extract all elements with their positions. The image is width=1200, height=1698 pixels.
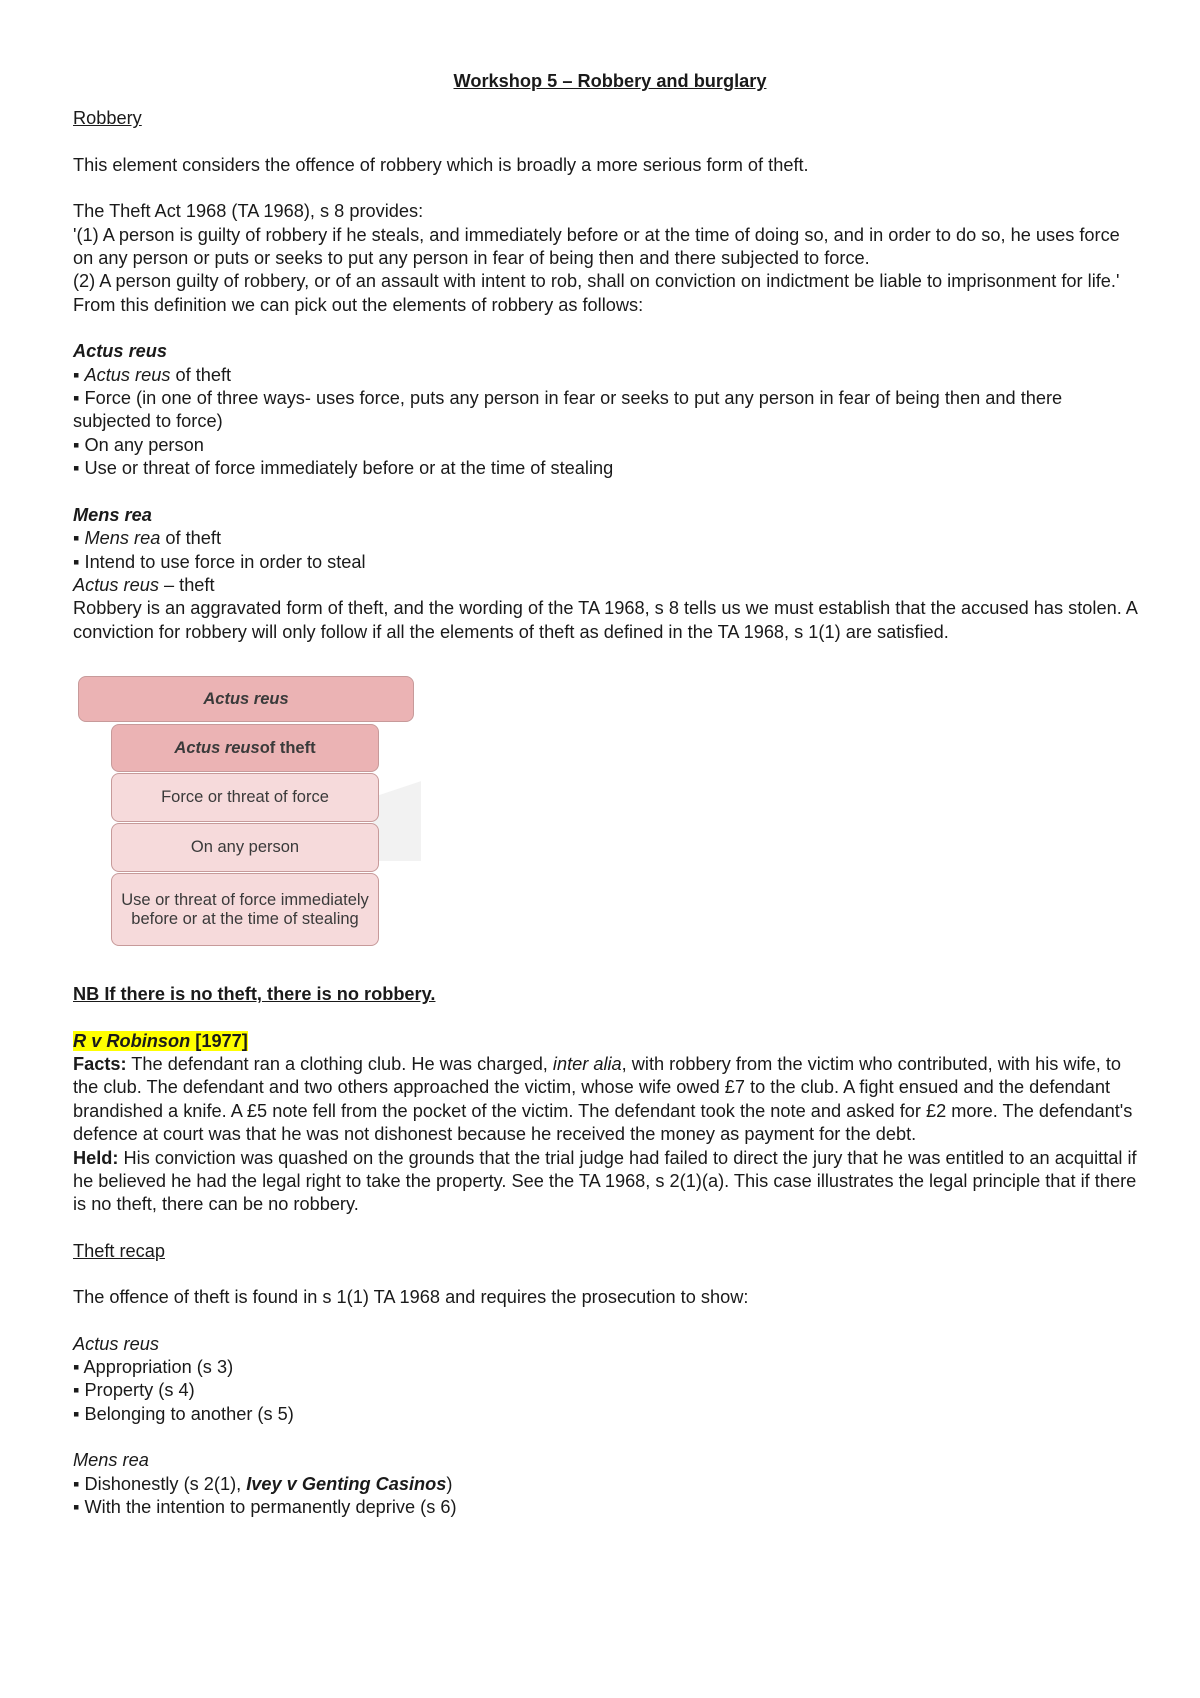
diagram-theft-box <box>111 724 379 772</box>
theft-recap-heading: Theft recap <box>73 1240 165 1261</box>
case-name: R v Robinson <box>73 1030 191 1051</box>
recap-actus-item <box>73 1356 1143 1379</box>
recap-mens-heading: Mens rea <box>73 1450 149 1471</box>
case-facts <box>73 1053 1143 1147</box>
recap-mens-item-1-b: ) <box>446 1473 453 1494</box>
bullet-icon: ▪ <box>73 1497 80 1518</box>
facts-part-a: The defendant ran a clothing club. He was charged, <box>126 1053 553 1074</box>
diagram-theft-italic: Actus reus <box>174 738 260 757</box>
theft-intro: The offence of theft is found in s 1(1) TA 1968 and requires the prosecution to show: <box>73 1287 749 1308</box>
mens-item-1-rest: of theft <box>160 528 222 549</box>
actus-item-2: Force (in one of three ways- uses force, puts any person in fear or seeks to put any person in fear of being then and there subjected to force) <box>73 388 1063 432</box>
robbery-heading: Robbery <box>73 108 142 129</box>
actus-theft-italic: Actus reus <box>73 574 159 595</box>
bullet-icon: ▪ <box>73 528 80 549</box>
elements-intro: From this definition we can pick out the elements of robbery as follows: <box>73 294 644 315</box>
actus-item <box>73 457 1143 480</box>
recap-mens-item-2: With the intention to permanently deprive (s 6) <box>84 1497 457 1518</box>
case-year: [1977] <box>190 1030 248 1051</box>
diagram-theft-rest: of theft <box>259 738 316 757</box>
recap-mens-item <box>73 1473 1143 1496</box>
mens-item <box>73 551 1143 574</box>
facts-part-b: , with robbery from the victim who contributed, with his wife, to the club. The defendant and two others approached the victim, whose wife owed £7 to the club. A fight ensued and the defendant brandished a knife. A £5 note fell from the pocket of the victim. The defendant took the note and asked for £2 more. The defendant's defence at court was that he was not dishonest because he received the money as payment for the debt. <box>73 1053 1133 1145</box>
actus-item-4: Use or threat of force immediately before or at the time of stealing <box>84 458 614 479</box>
diagram-head-box: Actus reus <box>78 676 414 722</box>
held-text: His conviction was quashed on the grounds that the trial judge had failed to direct the jury that he was entitled to an acquittal if he believed he had the legal right to take the property. See the TA 1968, s 2(1)(a). This case illustrates the legal principle that if there is no theft, there can be no robbery. <box>73 1147 1137 1215</box>
recap-actus-item-3: Belonging to another (s 5) <box>84 1403 294 1424</box>
facts-label: Facts: <box>73 1053 127 1074</box>
actus-reus-heading: Actus reus <box>73 341 168 362</box>
actus-item-1-italic: Actus reus <box>84 364 171 385</box>
recap-actus-item-2: Property (s 4) <box>84 1380 195 1401</box>
bullet-icon: ▪ <box>73 388 80 409</box>
held-label: Held: <box>73 1147 119 1168</box>
statute-intro: The Theft Act 1968 (TA 1968), s 8 provides: <box>73 201 424 222</box>
recap-mens-item <box>73 1496 1143 1519</box>
bullet-icon: ▪ <box>73 1357 80 1377</box>
case-heading <box>73 1030 1143 1053</box>
actus-theft-rest: – theft <box>158 574 215 595</box>
actus-item-1-rest: of theft <box>170 364 232 385</box>
mens-item-2: Intend to use force in order to steal <box>84 551 366 572</box>
recap-actus-heading: Actus reus <box>73 1333 159 1354</box>
recap-actus-item-1: Appropriation (s 3) <box>83 1357 234 1377</box>
facts-italic: inter alia <box>552 1053 622 1074</box>
actus-theft-line <box>73 574 1143 597</box>
bullet-icon: ▪ <box>73 1403 80 1424</box>
bullet-icon: ▪ <box>73 1473 80 1494</box>
actus-item <box>73 364 1143 387</box>
actus-item-3: On any person <box>84 434 204 455</box>
aggravated-paragraph: Robbery is an aggravated form of theft, and the wording of the TA 1968, s 8 tells us we must establish that the accused has stolen. A conviction for robbery will only follow if all the elements of theft as defined in the TA 1968, s 1(1) are satisfied. <box>73 598 1137 642</box>
case-held <box>73 1147 1143 1217</box>
bullet-icon: ▪ <box>73 364 80 385</box>
actus-item <box>73 434 1143 457</box>
statute-subsection-2: (2) A person guilty of robbery, or of an assault with intent to rob, shall on conviction on indictment be liable to imprisonment for life.' <box>73 271 1120 292</box>
actus-item <box>73 387 1143 434</box>
bullet-icon: ▪ <box>73 551 80 572</box>
diagram-use-box: Use or threat of force immediately before or at the time of stealing <box>111 873 379 946</box>
mens-item-1-italic: Mens rea <box>84 528 161 549</box>
recap-mens-item-1-a: Dishonestly (s 2(1), <box>84 1473 247 1494</box>
recap-actus-item <box>73 1379 1143 1402</box>
diagram-person-box: On any person <box>111 823 379 872</box>
bullet-icon: ▪ <box>73 1380 80 1401</box>
recap-actus-item <box>73 1403 1143 1426</box>
diagram-force-box: Force or threat of force <box>111 773 379 822</box>
document-page <box>73 70 1143 1519</box>
nb-note: NB If there is no theft, there is no robbery. <box>73 984 436 1005</box>
diagram-shadow <box>373 781 421 861</box>
page-title: Workshop 5 – Robbery and burglary <box>453 71 767 91</box>
mens-item <box>73 527 1143 550</box>
bullet-icon: ▪ <box>73 458 80 479</box>
bullet-icon: ▪ <box>73 434 80 455</box>
statute-subsection-1: '(1) A person is guilty of robbery if he steals, and immediately before or at the time of doing so, and in order to do so, he uses force on any person or puts or seeks to put any person in fear of being then and there subjected to force. <box>73 224 1120 269</box>
intro-paragraph: This element considers the offence of robbery which is broadly a more serious form of theft. <box>73 154 809 175</box>
mens-rea-heading: Mens rea <box>73 504 152 525</box>
recap-mens-case: Ivey v Genting Casinos <box>246 1473 447 1494</box>
actus-reus-diagram <box>73 676 493 961</box>
